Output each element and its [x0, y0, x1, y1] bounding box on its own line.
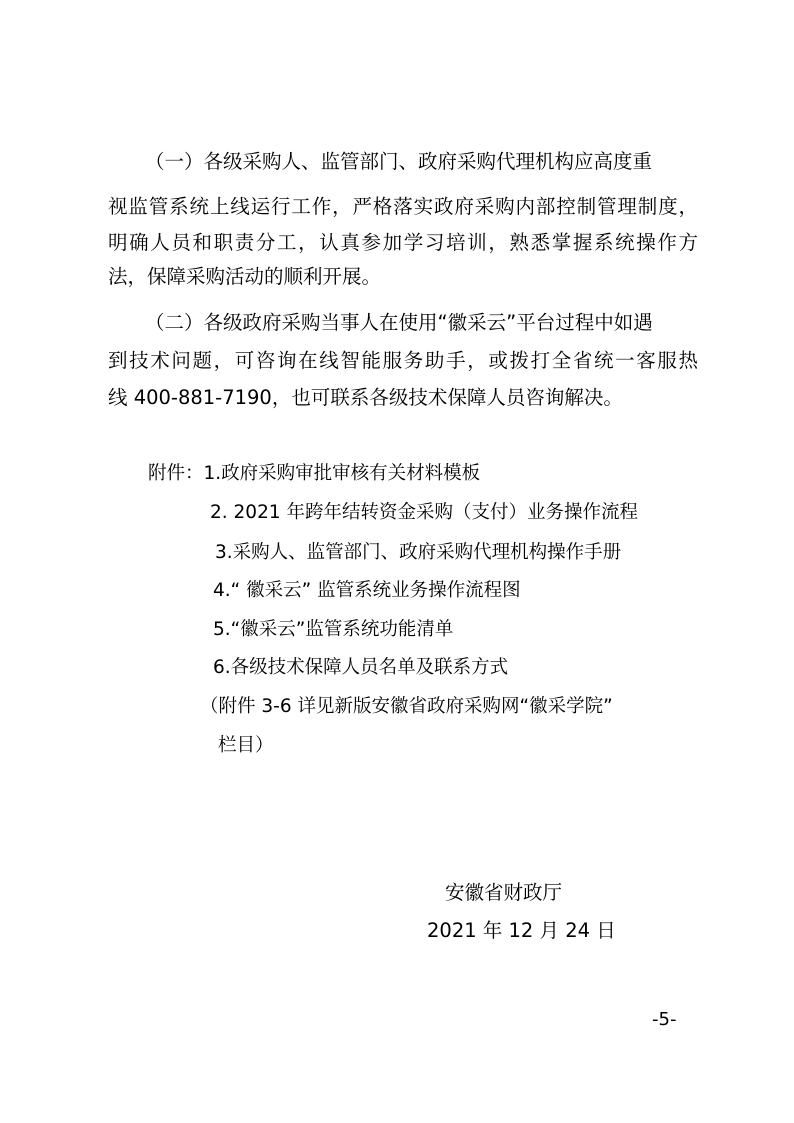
attachment-item-6: 6.各级技术保障人员名单及联系方式	[213, 657, 509, 678]
para2-line3: 线 400-881-7190，也可联系各级技术保障人员咨询解决。	[108, 386, 623, 409]
para1-line2: 视监管系统上线运行工作，严格落实政府采购内部控制管理制度，	[108, 195, 698, 218]
attachment-item-4: 4.“ 徽采云” 监管系统业务操作流程图	[213, 580, 521, 601]
attachment-item-2: 2. 2021 年跨年结转资金采购（支付）业务操作流程	[210, 502, 638, 523]
issue-date: 2021 年 12 月 24 日	[427, 919, 616, 942]
para2-line2: 到技术问题，可咨询在线智能服务助手，或拨打全省统一客服热	[108, 349, 698, 372]
issuing-organization: 安徽省财政厅	[445, 881, 563, 904]
attachment-note-line1: （附件 3-6 详见新版安徽省政府采购网“徽采学院”	[200, 696, 613, 717]
para1-line3: 明确人员和职责分工，认真参加学习培训，熟悉掌握系统操作方	[108, 231, 698, 254]
para1-line1: （一）各级采购人、监管部门、政府采购代理机构应高度重	[145, 150, 653, 173]
attachment-list-label	[148, 461, 480, 487]
attachment-item-5: 5.“徽采云”监管系统功能清单	[213, 619, 454, 640]
attachment-item-1: 1.政府采购审批审核有关材料模板	[203, 463, 481, 484]
para2-line1: （二）各级政府采购当事人在使用“徽采云”平台过程中如遇	[145, 311, 653, 334]
page-number: -5-	[652, 1009, 677, 1030]
attachment-label: 附件：	[148, 463, 204, 484]
para1-line4: 法，保障采购活动的顺利开展。	[108, 265, 382, 288]
attachment-item-3: 3.采购人、监管部门、政府采购代理机构操作手册	[215, 542, 622, 563]
attachment-note-line2: 栏目）	[218, 735, 274, 756]
